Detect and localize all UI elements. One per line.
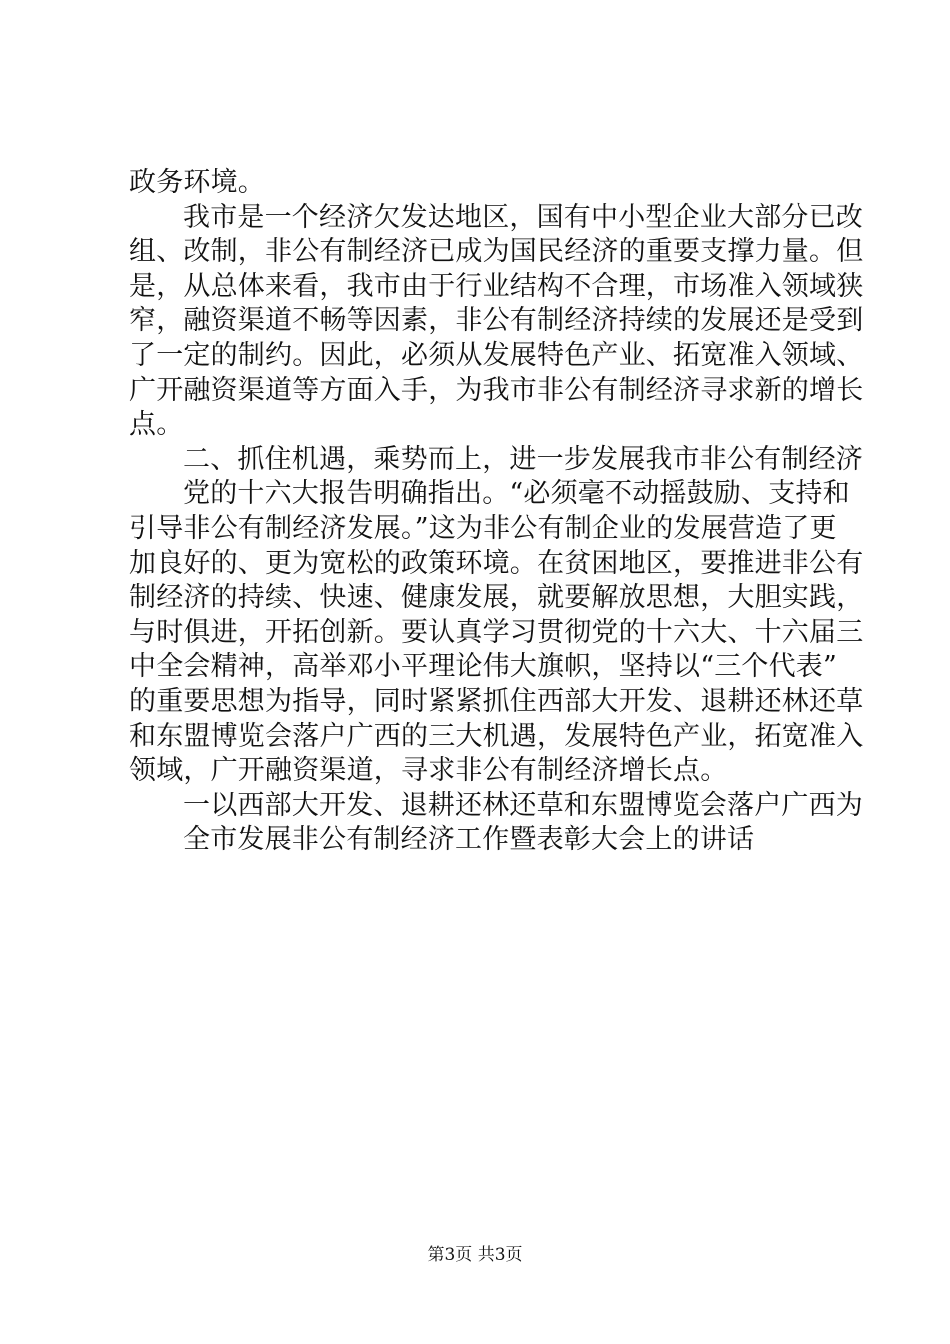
page-number-footer: 第3页 共3页	[427, 1245, 523, 1265]
text-line: 的重要思想为指导，同时紧紧抓住西部大开发、退耕还林还草	[129, 685, 864, 717]
text-line: 党的十六大报告明确指出。“必须毫不动摇鼓励、支持和	[183, 478, 850, 510]
text-line: 组、改制，非公有制经济已成为国民经济的重要支撑力量。但	[129, 236, 864, 268]
text-line: 引导非公有制经济发展。”这为非公有制企业的发展营造了更	[129, 512, 837, 544]
text-line: 是，从总体来看，我市由于行业结构不合理，市场准入领域狭	[129, 270, 864, 302]
text-line: 我市是一个经济欠发达地区，国有中小型企业大部分已改	[183, 201, 863, 233]
text-line: 一以西部大开发、退耕还林还草和东盟博览会落户广西为	[183, 789, 863, 821]
text-line: 和东盟博览会落户广西的三大机遇，发展特色产业，拓宽准入	[129, 720, 864, 752]
section-heading: 二、抓住机遇，乘势而上，进一步发展我市非公有制经济	[183, 443, 863, 475]
text-line: 与时俱进，开拓创新。要认真学习贯彻党的十六大、十六届三	[129, 616, 864, 648]
text-line: 了一定的制约。因此，必须从发展特色产业、拓宽准入领域、	[129, 339, 864, 371]
document-body	[129, 166, 864, 858]
text-line: 窄，融资渠道不畅等因素，非公有制经济持续的发展还是受到	[129, 305, 864, 337]
text-line: 政务环境。	[129, 167, 265, 198]
text-line: 加良好的、更为宽松的政策环境。在贫困地区，要推进非公有	[129, 547, 864, 579]
text-line: 领域，广开融资渠道，寻求非公有制经济增长点。	[129, 755, 728, 787]
text-line: 广开融资渠道等方面入手，为我市非公有制经济寻求新的增长	[129, 374, 864, 406]
text-line: 点。	[129, 409, 184, 441]
text-line: 全市发展非公有制经济工作暨表彰大会上的讲话	[183, 824, 755, 856]
text-line: 制经济的持续、快速、健康发展，就要解放思想，大胆实践，	[129, 582, 864, 614]
text-line: 中全会精神，高举邓小平理论伟大旗帜，坚持以“三个代表”	[129, 651, 838, 683]
